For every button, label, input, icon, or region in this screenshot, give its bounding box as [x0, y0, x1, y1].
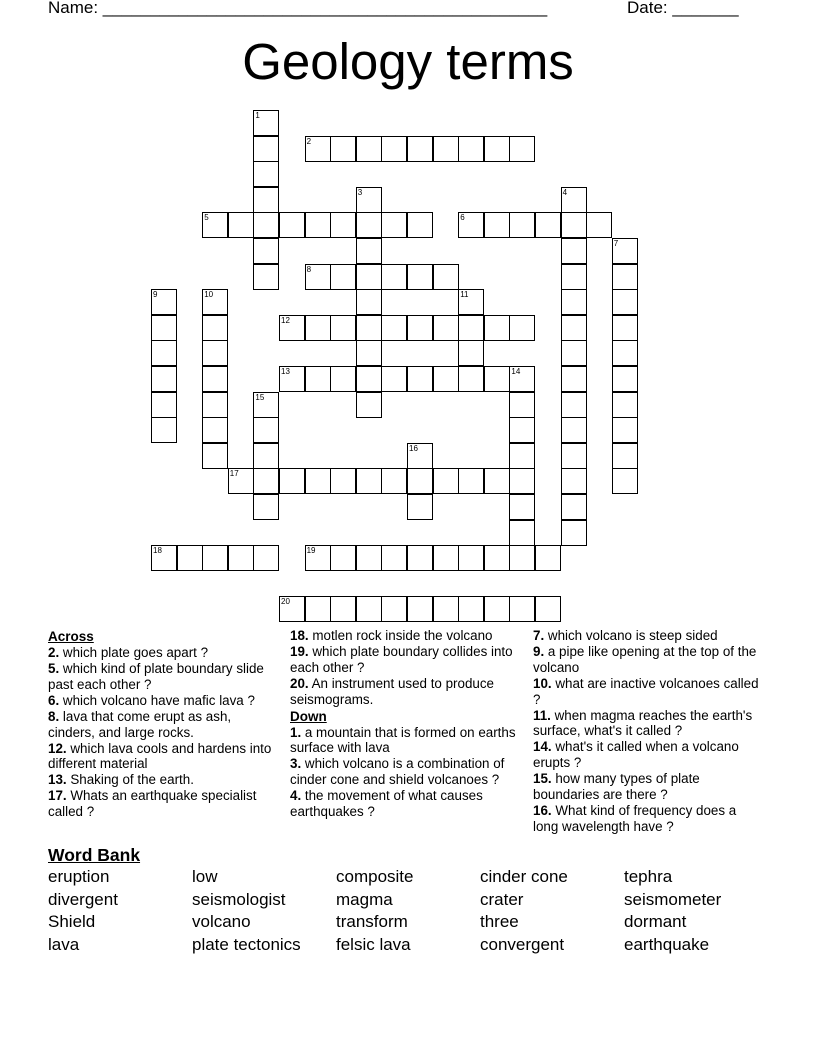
grid-cell[interactable]: [253, 417, 279, 443]
clue: [290, 676, 522, 708]
clue-text: when magma reaches the earth's surface, what's it called ?: [533, 707, 753, 739]
word-bank-item: composite: [336, 867, 414, 886]
grid-cell[interactable]: [330, 264, 356, 290]
grid-cell[interactable]: [305, 596, 331, 622]
grid-cell[interactable]: [509, 520, 535, 546]
clue-number: 18: [153, 546, 162, 556]
clue-number: 7: [613, 239, 619, 248]
grid-cell[interactable]: [433, 366, 459, 392]
clue: [290, 644, 522, 676]
grid-cell[interactable]: [561, 315, 587, 341]
grid-cell[interactable]: [458, 340, 484, 366]
grid-cell[interactable]: [458, 545, 484, 571]
grid-cell[interactable]: [305, 315, 331, 341]
clue-number: 10: [204, 290, 214, 300]
clue-number: 1: [255, 111, 260, 120]
grid-cell[interactable]: [356, 264, 382, 290]
grid-cell[interactable]: [228, 468, 254, 494]
grid-cell[interactable]: [509, 494, 535, 520]
grid-cell[interactable]: [253, 392, 279, 418]
clue-text: What kind of frequency does a long wavelength have ?: [533, 802, 737, 834]
clue-column-1: [48, 628, 280, 820]
clue-number: 17: [229, 469, 239, 479]
clue-text: An instrument used to produce seismograms.: [290, 675, 494, 707]
grid-cell[interactable]: [202, 392, 228, 418]
grid-cell[interactable]: [561, 366, 587, 392]
grid-cell[interactable]: [151, 392, 177, 418]
clue-number-label: 3.: [290, 756, 302, 772]
grid-cell[interactable]: [407, 264, 433, 290]
word-bank-item: dormant: [624, 912, 687, 932]
clue-number-label: 7.: [533, 628, 545, 643]
clue-number: 12: [281, 315, 290, 325]
grid-cell[interactable]: [279, 468, 305, 494]
grid-cell[interactable]: [381, 136, 407, 162]
grid-cell[interactable]: [330, 366, 356, 392]
grid-cell[interactable]: [381, 264, 407, 290]
clue-number: 13: [281, 367, 290, 376]
grid-cell[interactable]: [407, 212, 433, 238]
grid-cell[interactable]: [253, 545, 279, 571]
clue-text: how many types of plate boundaries are there ?: [533, 771, 700, 802]
down-heading: Down: [290, 708, 327, 724]
word-bank-item: transform: [336, 912, 408, 932]
grid-cell[interactable]: [151, 417, 177, 443]
clue: [533, 803, 765, 835]
clue-number: 2: [306, 136, 312, 146]
grid-cell[interactable]: [279, 366, 305, 392]
grid-cell[interactable]: [458, 596, 484, 622]
clue-text: which lava cools and hardens into different material: [48, 740, 272, 772]
grid-cell[interactable]: [202, 340, 228, 366]
clue: [48, 693, 280, 709]
grid-cell[interactable]: [407, 366, 433, 392]
clue: [48, 741, 280, 773]
grid-cell[interactable]: [433, 136, 459, 162]
grid-cell[interactable]: [433, 468, 459, 494]
word-bank-item: cinder cone: [480, 867, 568, 886]
word-bank-item: tephra: [624, 867, 673, 886]
grid-cell[interactable]: [433, 596, 459, 622]
grid-cell[interactable]: [279, 212, 305, 238]
grid-cell[interactable]: [202, 545, 228, 571]
grid-cell[interactable]: [535, 596, 561, 622]
grid-cell[interactable]: [202, 212, 228, 238]
clue: [290, 628, 522, 644]
grid-cell[interactable]: [279, 315, 305, 341]
grid-cell[interactable]: [458, 289, 484, 315]
clue: [48, 788, 280, 820]
clue: [48, 772, 280, 788]
grid-cell[interactable]: [151, 366, 177, 392]
grid-cell[interactable]: [561, 468, 587, 494]
grid-cell[interactable]: [305, 212, 331, 238]
grid-cell[interactable]: [381, 596, 407, 622]
grid-cell[interactable]: [407, 443, 433, 469]
clue: [533, 771, 765, 803]
grid-cell[interactable]: [330, 136, 356, 162]
grid-cell[interactable]: [305, 468, 331, 494]
grid-cell[interactable]: [509, 596, 535, 622]
grid-cell[interactable]: [561, 520, 587, 546]
grid-cell[interactable]: [458, 136, 484, 162]
grid-cell[interactable]: [484, 596, 510, 622]
clue-number-label: 12.: [48, 740, 67, 756]
clue: [48, 645, 280, 661]
clue-number-label: 20.: [290, 675, 309, 691]
page-title: Geology terms: [242, 33, 574, 90]
grid-cell[interactable]: [253, 443, 279, 469]
grid-cell[interactable]: [484, 545, 510, 571]
date-line: Date: _______: [627, 0, 739, 17]
grid-cell[interactable]: [484, 315, 510, 341]
grid-cell[interactable]: [561, 392, 587, 418]
word-bank-item: seismologist: [192, 889, 286, 909]
clue-number: 15: [255, 392, 265, 402]
clue-number: 8: [306, 264, 312, 274]
grid-cell[interactable]: [202, 315, 228, 341]
clue-number-label: 5.: [48, 660, 60, 676]
word-bank-item: plate tectonics: [192, 934, 301, 954]
grid-cell[interactable]: [356, 596, 382, 622]
word-bank-item: Shield: [48, 912, 96, 932]
clue-number: 20: [281, 597, 290, 607]
grid-cell[interactable]: [381, 212, 407, 238]
grid-cell[interactable]: [407, 596, 433, 622]
grid-cell[interactable]: [356, 366, 382, 392]
grid-cell[interactable]: [509, 136, 535, 162]
grid-cell[interactable]: [433, 315, 459, 341]
clue: [533, 676, 765, 708]
clue: [290, 756, 522, 788]
word-bank-item: crater: [480, 889, 524, 909]
grid-cell[interactable]: [356, 340, 382, 366]
grid-cell[interactable]: [561, 417, 587, 443]
grid-cell[interactable]: [381, 366, 407, 392]
grid-cell[interactable]: [330, 596, 356, 622]
grid-cell[interactable]: [356, 315, 382, 341]
clue-number-label: 4.: [290, 788, 302, 804]
grid-cell[interactable]: [356, 238, 382, 264]
clue-number-label: 16.: [533, 802, 552, 818]
clue-number-label: 19.: [290, 643, 309, 659]
clue-text: which plate boundary collides into each other ?: [290, 643, 513, 675]
clue-text: motlen rock inside the volcano: [308, 628, 493, 643]
clue-text: a pipe like opening at the top of the volcano: [533, 643, 757, 675]
grid-cell[interactable]: [407, 136, 433, 162]
grid-cell[interactable]: [381, 545, 407, 571]
clue-text: which volcano is steep sided: [544, 628, 718, 643]
grid-cell[interactable]: [151, 289, 177, 315]
grid-cell[interactable]: [330, 468, 356, 494]
word-bank-item: magma: [336, 889, 393, 909]
word-bank-item: low: [192, 867, 218, 886]
clue-number-label: 9.: [533, 643, 545, 659]
grid-cell[interactable]: [253, 136, 279, 162]
clue-number: 5: [204, 213, 209, 223]
grid-cell[interactable]: [279, 596, 305, 622]
grid-cell[interactable]: [509, 366, 535, 392]
clue-number-label: 1.: [290, 724, 302, 740]
clue-number: 3: [357, 187, 363, 197]
grid-cell[interactable]: [433, 545, 459, 571]
grid-cell[interactable]: [612, 340, 638, 366]
clue: [48, 709, 280, 741]
clue-number-label: 15.: [533, 771, 552, 787]
clue-number-label: 8.: [48, 708, 60, 724]
grid-cell[interactable]: [151, 545, 177, 571]
grid-cell[interactable]: [330, 212, 356, 238]
clue: [533, 628, 765, 644]
grid-cell[interactable]: [253, 238, 279, 264]
grid-cell[interactable]: [561, 238, 587, 264]
word-bank-title: Word Bank: [48, 845, 141, 865]
grid-cell[interactable]: [202, 443, 228, 469]
grid-cell[interactable]: [253, 212, 279, 238]
grid-cell[interactable]: [484, 212, 510, 238]
clue-text: what's it called when a volcano erupts ?: [533, 739, 739, 771]
word-bank-item: eruption: [48, 867, 110, 886]
grid-cell[interactable]: [612, 392, 638, 418]
clue: [533, 644, 765, 676]
word-bank-item: divergent: [48, 889, 118, 909]
grid-cell[interactable]: [458, 315, 484, 341]
grid-cell[interactable]: [228, 545, 254, 571]
grid-cell[interactable]: [381, 315, 407, 341]
grid-cell[interactable]: [458, 468, 484, 494]
clue-text: which volcano is a combination of cinder cone and shield volcanoes ?: [290, 756, 505, 788]
grid-cell[interactable]: [612, 468, 638, 494]
grid-cell[interactable]: [253, 468, 279, 494]
grid-cell[interactable]: [356, 392, 382, 418]
grid-cell[interactable]: [253, 494, 279, 520]
grid-cell[interactable]: [586, 212, 612, 238]
word-bank-item: three: [480, 912, 519, 932]
clue-number-label: 6.: [48, 692, 60, 708]
word-bank-item: seismometer: [624, 889, 722, 909]
grid-cell[interactable]: [356, 289, 382, 315]
grid-cell[interactable]: [561, 443, 587, 469]
grid-cell[interactable]: [561, 212, 587, 238]
clue-number-label: 17.: [48, 788, 67, 804]
clue: [290, 725, 522, 757]
grid-cell[interactable]: [305, 545, 331, 571]
clue-number-label: 2.: [48, 645, 60, 660]
grid-cell[interactable]: [253, 187, 279, 213]
clue-number-label: 18.: [290, 628, 309, 643]
clue-text: what are inactive volcanoes called ?: [533, 675, 759, 707]
grid-cell[interactable]: [407, 468, 433, 494]
grid-cell[interactable]: [228, 212, 254, 238]
grid-cell[interactable]: [407, 315, 433, 341]
grid-cell[interactable]: [535, 545, 561, 571]
grid-cell[interactable]: [356, 136, 382, 162]
grid-cell[interactable]: [612, 366, 638, 392]
clue: [290, 788, 522, 820]
name-line: Name: _______________________________________________: [48, 0, 548, 17]
clue-text: which kind of plate boundary slide past each other ?: [48, 660, 264, 692]
clue-number: 4: [562, 187, 568, 197]
grid-cell[interactable]: [612, 417, 638, 443]
word-bank-item: earthquake: [624, 934, 710, 954]
grid-cell[interactable]: [509, 443, 535, 469]
grid-cell[interactable]: [202, 366, 228, 392]
grid-cell[interactable]: [484, 468, 510, 494]
grid-cell[interactable]: [509, 392, 535, 418]
grid-cell[interactable]: [407, 494, 433, 520]
word-bank-item: volcano: [192, 912, 251, 932]
grid-cell[interactable]: [484, 366, 510, 392]
clue-number: 16: [409, 443, 418, 453]
grid-cell[interactable]: [253, 264, 279, 290]
grid-cell[interactable]: [305, 366, 331, 392]
clue: [48, 661, 280, 693]
grid-cell[interactable]: [509, 468, 535, 494]
grid-cell[interactable]: [561, 289, 587, 315]
grid-cell[interactable]: [381, 468, 407, 494]
clue-number-label: 13.: [48, 772, 67, 788]
grid-cell[interactable]: [330, 315, 356, 341]
grid-cell[interactable]: [561, 494, 587, 520]
grid-cell[interactable]: [612, 443, 638, 469]
grid-cell[interactable]: [484, 136, 510, 162]
clue: [533, 739, 765, 771]
clue-text: which volcano have mafic lava ?: [59, 692, 255, 708]
clue-text: Whats an earthquake specialist called ?: [48, 788, 257, 820]
word-bank: [48, 867, 768, 957]
clue-column-3: [533, 628, 765, 835]
clue: [533, 708, 765, 740]
grid-cell[interactable]: [612, 289, 638, 315]
grid-cell[interactable]: [612, 315, 638, 341]
word-bank-item: lava: [48, 934, 80, 954]
word-bank-item: felsic lava: [336, 934, 411, 954]
clue-number-label: 14.: [533, 739, 552, 755]
grid-cell[interactable]: [509, 417, 535, 443]
grid-cell[interactable]: [202, 289, 228, 315]
grid-cell[interactable]: [561, 340, 587, 366]
grid-cell[interactable]: [151, 340, 177, 366]
grid-cell[interactable]: [612, 264, 638, 290]
grid-cell[interactable]: [612, 238, 638, 264]
clue-number: 14: [511, 367, 521, 376]
grid-cell[interactable]: [535, 212, 561, 238]
grid-cell[interactable]: [509, 545, 535, 571]
clue-text: lava that come erupt as ash, cinders, and large rocks.: [48, 708, 232, 740]
grid-cell[interactable]: [305, 136, 331, 162]
grid-cell[interactable]: [433, 264, 459, 290]
clue-text: which plate goes apart ?: [59, 645, 209, 660]
grid-cell[interactable]: [202, 417, 228, 443]
clue-text: the movement of what causes earthquakes ?: [290, 788, 483, 819]
clue-column-2: [290, 628, 522, 820]
clue-number: 11: [460, 290, 469, 300]
clue-number-label: 10.: [533, 675, 552, 691]
clue-text: Shaking of the earth.: [66, 772, 194, 788]
grid-cell[interactable]: [509, 315, 535, 341]
clue-text: a mountain that is formed on earths surface with lava: [290, 724, 516, 756]
word-bank-item: convergent: [480, 934, 565, 954]
clue-number-label: 11.: [533, 707, 551, 723]
grid-cell[interactable]: [151, 315, 177, 341]
grid-cell[interactable]: [305, 264, 331, 290]
grid-cell[interactable]: [356, 187, 382, 213]
grid-cell[interactable]: [356, 545, 382, 571]
grid-cell[interactable]: [356, 468, 382, 494]
clue-number: 9: [153, 290, 158, 300]
grid-cell[interactable]: [407, 545, 433, 571]
clue-number: 6: [460, 213, 465, 223]
grid-cell[interactable]: [561, 264, 587, 290]
grid-cell[interactable]: [253, 110, 279, 136]
grid-cell[interactable]: [458, 212, 484, 238]
grid-cell[interactable]: [330, 545, 356, 571]
grid-cell[interactable]: [458, 366, 484, 392]
grid-cell[interactable]: [177, 545, 203, 571]
across-heading: Across: [48, 629, 94, 644]
grid-cell[interactable]: [356, 212, 382, 238]
grid-cell[interactable]: [561, 187, 587, 213]
clue-number: 19: [306, 546, 316, 556]
grid-cell[interactable]: [253, 161, 279, 187]
grid-cell[interactable]: [509, 212, 535, 238]
